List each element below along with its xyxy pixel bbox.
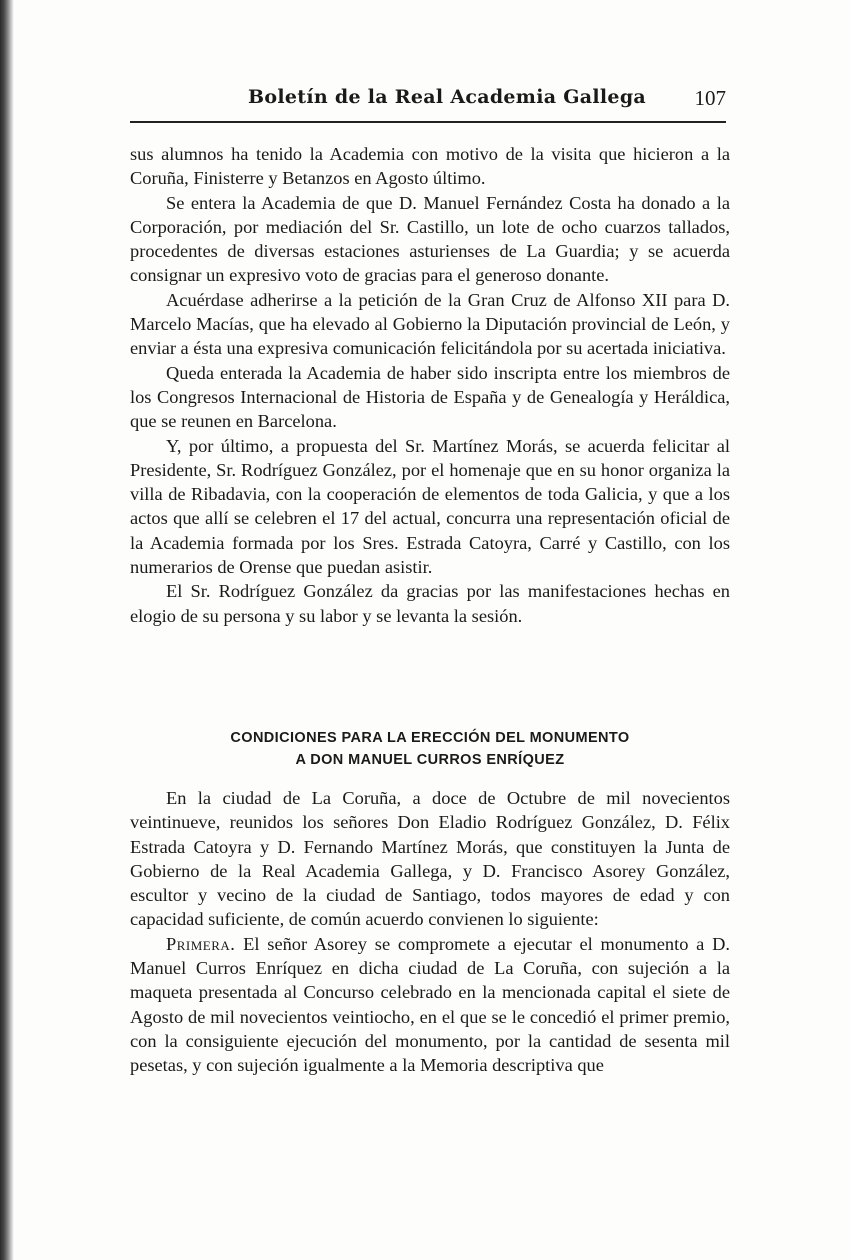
journal-title: Boletín de la Real Academia Gallega xyxy=(248,86,647,108)
page-number: 107 xyxy=(694,86,726,110)
paragraph-homenaje: Y, por último, a propuesta del Sr. Martínez Morás, se acuerda felicitar al Presidente, Sr. Rodríguez González, por el homenaje que en su honor organiza la villa de Ribadavia, con la cooperación de elementos de toda Galicia, y que a los actos que allí se celebren el 17 del actual, concurra una representación oficial de la Academia formada por los Sres. Estrada Catoyra, Carré y Castillo, con los numerarios de Orense que puedan asistir. xyxy=(130,435,730,578)
paragraph-continuation: sus alumnos ha tenido la Academia con motivo de la visita que hicieron a la Coruña, Finisterre y Betanzos en Agosto último. xyxy=(130,144,730,189)
section-heading-line-2: A DON MANUEL CURROS ENRÍQUEZ xyxy=(295,752,565,768)
header-rule xyxy=(130,121,726,123)
paragraph-congresos: Queda enterada la Academia de haber sido inscripta entre los miembros de los Congresos Internacional de Historia de España y de Genealogía y Heráldica, que se reunen en Barcelona. xyxy=(130,362,730,432)
clause-label: Primera. xyxy=(166,933,236,954)
paragraph-gran-cruz: Acuérdase adherirse a la petición de la Gran Cruz de Alfonso XII para D. Marcelo Macías, que ha elevado al Gobierno la Diputación provincial de León, y enviar a ésta una expresiva comunicación felicitándola por su acertada iniciativa. xyxy=(130,289,730,359)
paragraph-closing: El Sr. Rodríguez González da gracias por las manifestaciones hechas en elogio de su persona y su labor y se levanta la sesión. xyxy=(130,581,730,626)
clause-text: El señor Asorey se compromete a ejecutar el monumento a D. Manuel Curros Enríquez en dicha ciudad de La Coruña, con sujeción a la maqueta presentada al Concurso celebrado en la mencionada capital el siete de Agosto de mil novecientos veintiocho, en el que se le concedió el primer premio, con la consiguiente ejecución del monumento, por la cantidad de sesenta mil pesetas, y con sujeción igualmente a la Memoria descriptiva que xyxy=(130,933,730,1076)
session-minutes-text xyxy=(130,142,730,628)
paragraph-intro: En la ciudad de La Coruña, a doce de Octubre de mil novecientos veintinueve, reunidos los señores Don Eladio Rodríguez González, D. Félix Estrada Catoyra y D. Fernando Martínez Morás, que constituyen la Junta de Gobierno de la Real Academia Gallega, y D. Francisco Asorey González, escultor y vecino de la ciudad de Santiago, todos mayores de edad y con capacidad suficiente, de común acuerdo convienen lo siguiente: xyxy=(130,788,730,930)
section-heading-line-1: CONDICIONES PARA LA ERECCIÓN DEL MONUMENTO xyxy=(230,730,630,746)
monument-conditions-text xyxy=(130,786,730,1078)
paragraph-donation: Se entera la Academia de que D. Manuel Fernández Costa ha donado a la Corporación, por mediación del Sr. Castillo, un lote de ocho cuarzos tallados, procedentes de diversas estaciones asturienses de La Guardia; y se acuerda consignar un expresivo voto de gracias para el generoso donante. xyxy=(130,192,730,286)
section-heading xyxy=(130,727,730,771)
paragraph-primera xyxy=(130,932,730,1078)
running-header xyxy=(130,86,726,116)
scanned-binding-edge xyxy=(0,0,14,1260)
